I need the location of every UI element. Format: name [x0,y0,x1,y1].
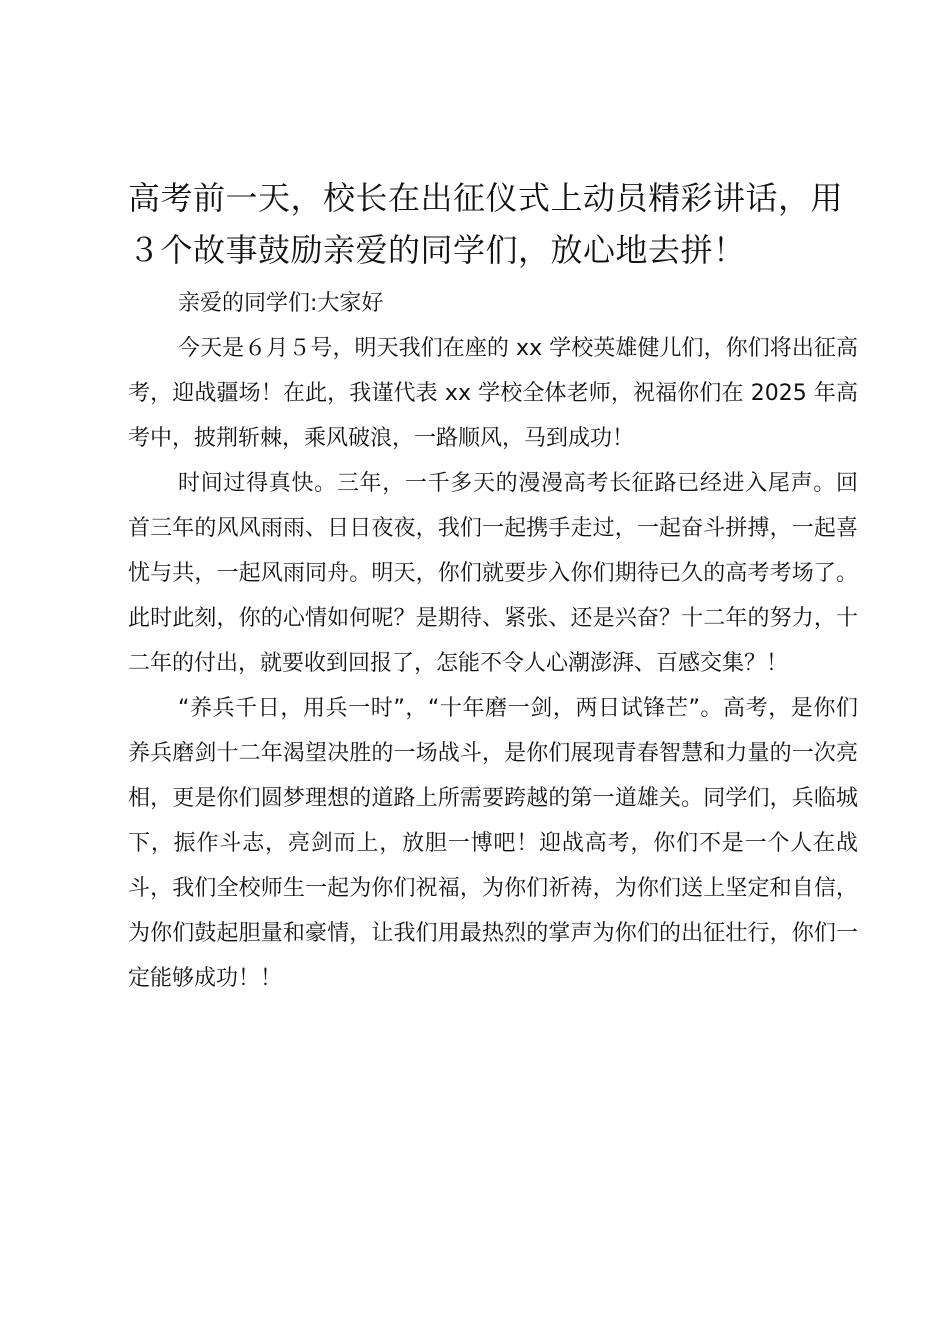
document-page [128,172,858,1001]
document-title: 高考前一天，校长在出征仪式上动员精彩讲话，用３个故事鼓励亲爱的同学们，放心地去拼！ [128,179,844,269]
salutation: 亲爱的同学们:大家好 [178,291,384,316]
paragraph-1: 今天是６月５号，明天我们在座的 xx 学校英雄健儿们，你们将出征高考，迎战疆场！在此，我谨代表 xx 学校全体老师，祝福你们在 2025 年高考中，披荆斩棘，乘风破浪，一路顺风，马到成功！ [128,336,858,451]
paragraph-2: 时间过得真快。三年，一千多天的漫漫高考长征路已经进入尾声。回首三年的风风雨雨、日日夜夜，我们一起携手走过，一起奋斗拼搏，一起喜忧与共，一起风雨同舟。明天，你们就要步入你们期待已久的高考考场了。此时此刻，你的心情如何呢？是期待、紧张、还是兴奋？十二年的努力，十二年的付出，就要收到回报了，怎能不令人心潮澎湃、百感交集？！ [128,471,858,676]
paragraph-3: “养兵千日，用兵一时”，“十年磨一剑，两日试锋芒”。高考，是你们养兵磨剑十二年渴望决胜的一场战斗，是你们展现青春智慧和力量的一次亮相，更是你们圆梦理想的道路上所需要跨越的第一道雄关。同学们，兵临城下，振作斗志，亮剑而上，放胆一博吧！迎战高考，你们不是一个人在战斗，我们全校师生一起为你们祝福，为你们祈祷，为你们送上坚定和自信，为你们鼓起胆量和豪情，让我们用最热烈的掌声为你们的出征壮行，你们一定能够成功！！ [128,696,858,991]
